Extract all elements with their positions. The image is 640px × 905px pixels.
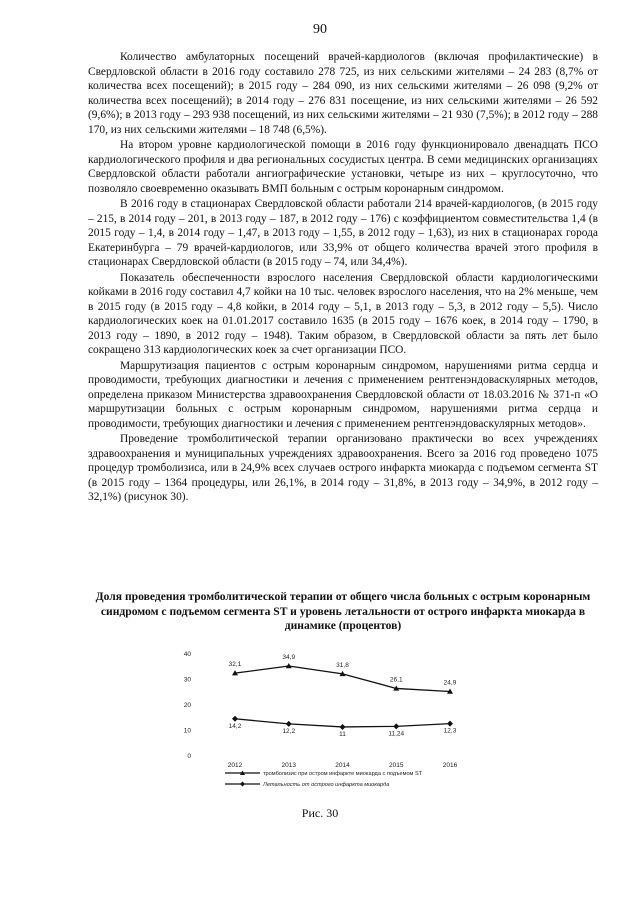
x-tick-label: 2014 — [335, 762, 350, 769]
figure-title: Доля проведения тромболитической терапии от общего числа больных с острым коронарным синдромом с подъемом сегмента ST и уровень летальности от острого инфаркта миокарда в динамике (процентов) — [95, 590, 591, 632]
paragraph-outpatient-visits: Количество амбулаторных посещений врачей-кардиологов (включая профилактические) в Свердловской области в 2016 году составило 278 725, из них сельскими жителями – 24 283 (8,7% от количества всех посещений); в 2015 году – 284 090, из них сельскими жителями – 26 098 (9,2% от количества всех посещений); в 2014 году – 276 831 посещение, из них сельскими жителями – 26 592 (9,6%); в 2013 году – 293 938 посещений, из них сельскими жителями – 21 930 (7,5%); в 2012 году – 288 170, из них сельскими жителями – 18 748 (6,5%). — [88, 51, 598, 136]
figure-label: Рис. 30 — [301, 806, 339, 820]
legend-label-1: тромболизис при остром инфаркте миокарда с подъемом ST — [263, 771, 423, 777]
data-label: 11,24 — [388, 730, 405, 738]
paragraph-cardiologists: В 2016 году в стационарах Свердловской области работали 214 врачей-кардиологов, (в 2015 году – 215, в 2014 году – 201, в 2013 году – 187, в 2012 году – 176) с коэффициентом совместительства 1,4 (в 2015 году – 1,4, в 2014 году – 1,47, в 2013 году – 1,55, в 2012 году – 1,63), из них в стационарах города Екатеринбурга – 79 врачей-кардиологов, или 33,9% от общего количества врачей этого профиля в стационарах Свердловской области (в 2015 году – 74, или 34,4%). — [88, 198, 598, 268]
data-label: 26,1 — [389, 676, 403, 684]
x-tick-label: 2016 — [442, 762, 458, 769]
data-label: 14,2 — [228, 722, 242, 730]
data-label: 11 — [339, 730, 346, 738]
paragraph-bed-provision: Показатель обеспеченности взрослого населения Свердловской области кардиологическими койками в 2016 году составил 4,7 койки на 10 тыс. человек взрослого населения, что на 2% меньше, чем в 2015 году (в 2015 году – 4,8 койки, в 2014 году – 5,1, в 2013 году – 5,3, в 2012 году – 5,5). Число кардиологических коек на 01.01.2017 составило 1635 (в 2015 году – 1676 коек, в 2014 году – 1790, в 2013 году – 1890, в 2012 году – 1948). Таким образом, в Свердловской области за пять лет было сокращено 313 кардиологических коек за счет организации ПСО. — [88, 271, 598, 356]
line-chart — [165, 645, 510, 805]
legend-marker-2 — [240, 782, 245, 787]
series-2-point — [232, 716, 238, 722]
series-line-1 — [235, 666, 450, 692]
data-label: 32,1 — [228, 661, 242, 669]
series-1-point — [286, 663, 292, 668]
series-2-point — [340, 724, 346, 730]
page-number: 90 — [313, 22, 327, 37]
paragraph-thrombolysis: Проведение тромболитической терапии организовано практически во всех учреждениях здравоохранения и муниципальных учреждениях здравоохранения. Всего за 2016 год проведено 1075 процедур тромболизиса, или в 24,9% всех случаев острого инфаркта миокарда с подъемом сегмента ST (в 2015 году – 1364 процедуры, или 26,1%, в 2014 году – 31,8%, в 2013 году – 34,9%, в 2012 году – 32,1%) (рисунок 30). — [88, 433, 598, 503]
x-tick-label: 2015 — [389, 762, 404, 769]
data-label: 24,9 — [443, 679, 457, 687]
data-label: 12,2 — [282, 727, 296, 735]
y-tick-label: 10 — [183, 727, 191, 735]
series-2-point — [286, 721, 292, 727]
x-tick-label: 2013 — [281, 762, 296, 769]
series-2-point — [447, 721, 453, 727]
data-label: 12,3 — [443, 727, 457, 735]
legend-label-2: Летальность от острого инфаркта миокарда — [263, 782, 390, 788]
body-text — [88, 50, 598, 506]
x-tick-label: 2012 — [227, 762, 243, 769]
paragraph-second-level-care: На втором уровне кардиологической помощи в 2016 году функционировало двенадцать ПСО кардиологического профиля и два региональных сосудистых центра. В семи медицинских организациях Свердловской области работали ангиографические установки, четыре из них – круглосуточно, что позволяло своевременно оказывать ВМП больным с острым коронарным синдромом. — [88, 139, 598, 195]
data-label: 34,9 — [282, 654, 296, 662]
data-label: 31,8 — [336, 661, 349, 669]
y-tick-label: 20 — [183, 702, 191, 709]
y-tick-label: 40 — [183, 651, 191, 658]
paragraph-routing: Маршрутизация пациентов с острым коронарным синдромом, нарушениями ритма сердца и проводимости, требующих диагностики и лечения с применением рентгенэндоваскулярных методов, определена приказом Министерства здравоохранения Свердловской области от 18.03.2016 № 371-п «О маршрутизации больных с острым коронарным синдромом, нарушениями ритма сердца и проводимости, требующих диагностики и лечения с применением рентгенэндоваскулярных методов». — [88, 359, 598, 430]
y-tick-label: 0 — [187, 753, 191, 760]
chart-canvas — [165, 645, 510, 805]
series-2-point — [393, 723, 399, 729]
y-tick-label: 30 — [183, 676, 191, 684]
